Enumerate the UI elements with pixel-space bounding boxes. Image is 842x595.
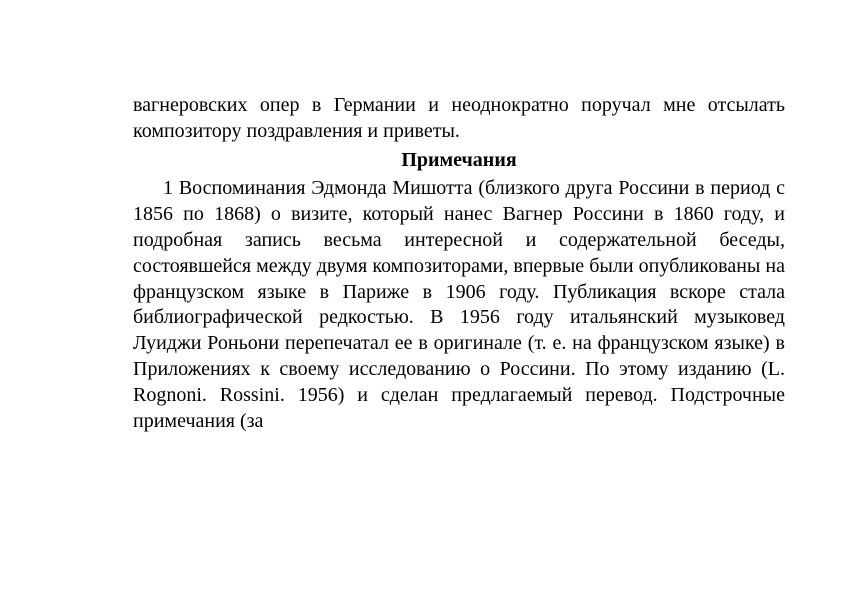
- notes-heading: Примечания: [401, 148, 517, 171]
- text-body: [133, 93, 785, 434]
- note-1-paragraph: 1 Воспоминания Эдмонда Мишотта (близкого друга Россини в период с 1856 по 1868) о визите, который нанес Вагнер Россини в 1860 году, и подробная запись весьма интересной и содержательной беседы, состоявшейся между двумя композиторами, впервые были опубликованы на французском языке в Париже в 1906 году. Публикация вскоре стала библиографической редкостью. В 1956 году итальянский музыковед Луиджи Роньони перепечатал ее в оригинале (т. е. на французском языке) в Приложениях к своему исследованию о Россини. По этому изданию (L. Rognoni. Rossini. 1956) и сделан предлагаемый перевод. Подстрочные примечания (за: [133, 177, 785, 432]
- intro-paragraph: вагнеровских опер в Германии и неоднократно поручал мне отсылать композитору поздравления и приветы.: [133, 94, 785, 142]
